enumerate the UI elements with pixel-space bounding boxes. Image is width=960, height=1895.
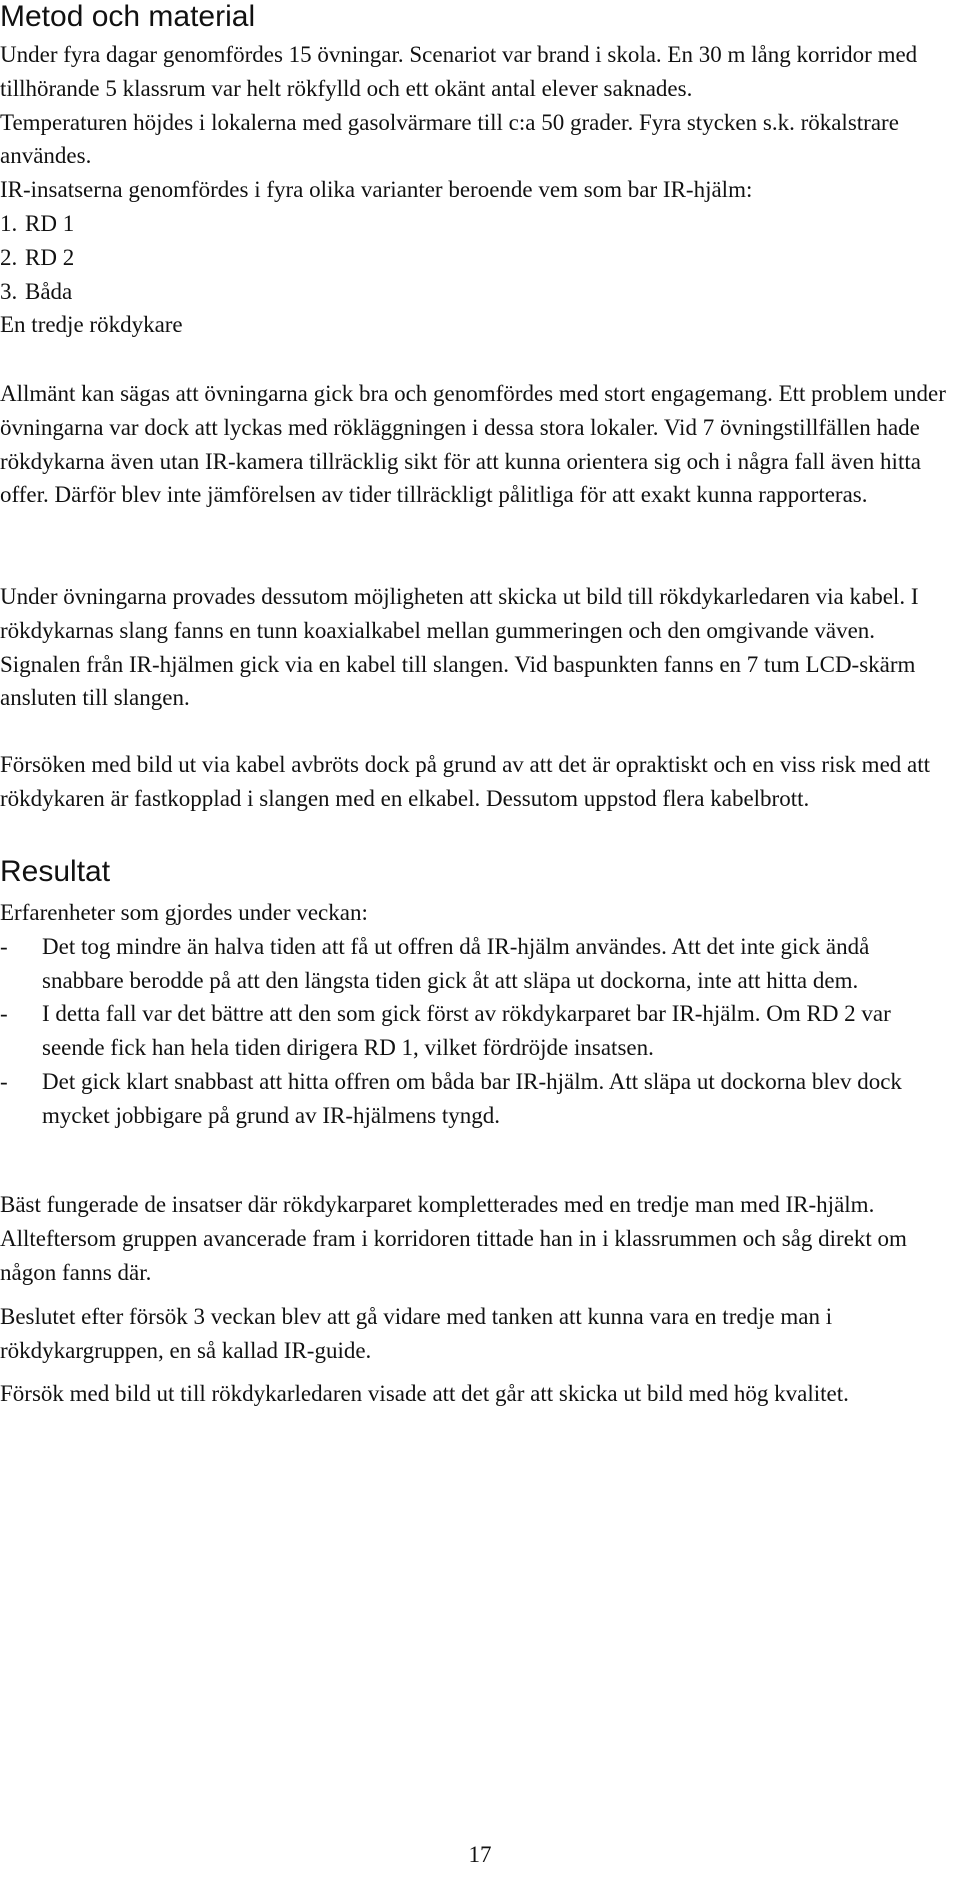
result-intro-line: Erfarenheter som gjordes under veckan: bbox=[0, 900, 368, 925]
method-intro-paragraph-2: Temperaturen höjdes i lokalerna med gasolvärmare till c:a 50 grader. Fyra stycken s.k. rökalstrare användes. bbox=[0, 109, 899, 169]
result-bullet-item bbox=[0, 997, 955, 1065]
section-heading-method: Metod och material bbox=[0, 0, 256, 33]
result-image-paragraph bbox=[0, 1377, 955, 1411]
variant-list-item bbox=[0, 241, 955, 275]
result-decision-paragraph bbox=[0, 1300, 955, 1368]
variant-number: 3. bbox=[0, 278, 18, 304]
page-number: 17 bbox=[468, 1842, 492, 1867]
variant-text: RD 2 bbox=[25, 244, 75, 270]
cable-text: Under övningarna provades dessutom möjligheten att skicka ut bild till rökdykarledaren via kabel. I rökdykarnas slang fanns en tunn koaxialkabel mellan gummeringen och den omgivande väven. Signalen från IR-hjälmen gick via en kabel till slangen. Vid baspunkten fanns en 7 tum LCD-skärm ansluten till slangen. bbox=[0, 584, 919, 711]
result-intro-block bbox=[0, 896, 955, 1133]
method-intro-paragraph-1: Under fyra dagar genomfördes 15 övningar. Scenariot var brand i skola. En 30 m lång korridor med tillhörande 5 klassrum var helt rökfylld och ett okänt antal elever saknades. bbox=[0, 42, 918, 101]
result-bullet-item bbox=[0, 930, 955, 998]
method-abort-paragraph bbox=[0, 748, 955, 816]
bullet-text: Det gick klart snabbast att hitta offren om båda bar IR-hjälm. Att släpa ut dockorna blev dock mycket jobbigare på grund av IR-hjälmens tyngd. bbox=[42, 1068, 902, 1128]
bullet-text: Det tog mindre än halva tiden att få ut offren då IR-hjälm användes. Att det inte gick ändå snabbare berodde på att den längsta tiden gick åt att släpa ut dockorna, inte att hitta dem. bbox=[42, 933, 870, 993]
method-general-paragraph bbox=[0, 377, 955, 512]
abort-text: Försöken med bild ut via kabel avbröts dock på grund av att det är opraktiskt och en viss risk med att rökdykaren är fastkopplad i slangen med en elkabel. Dessutom uppstod flera kabelbrott. bbox=[0, 752, 931, 811]
result-best-paragraph bbox=[0, 1188, 955, 1289]
variant-text: RD 1 bbox=[25, 210, 75, 236]
variant-text: Båda bbox=[25, 278, 73, 304]
image-text: Försök med bild ut till rökdykarledaren visade att det går att skicka ut bild med hög kvalitet. bbox=[0, 1381, 849, 1406]
best-text: Bäst fungerade de insatser där rökdykarparet kompletterades med en tredje man med IR-hjälm. Allteftersom gruppen avancerade fram i korridoren tittade han in i klassrummen och såg direkt om någon fanns där. bbox=[0, 1192, 907, 1285]
variant-number: 2. bbox=[0, 244, 18, 270]
bullet-dash: - bbox=[0, 1001, 8, 1027]
bullet-dash: - bbox=[0, 933, 8, 959]
section-heading-result: Resultat bbox=[0, 855, 111, 888]
decision-text: Beslutet efter försök 3 veckan blev att gå vidare med tanken att kunna vara en tredje man i rökdykargruppen, en så kallad IR-guide. bbox=[0, 1304, 833, 1363]
general-text: Allmänt kan sägas att övningarna gick bra och genomfördes med stort engagemang. Ett problem under övningarna var dock att lyckas med rökläggningen i dessa stora lokaler. Vid 7 övningstillfällen hade rökdykarna även utan IR-kamera tillräcklig sikt för att kunna orientera sig och i några fall även hitta offer. Därför blev inte jämförelsen av tider tillräckligt pålitliga för att exakt kunna rapporteras. bbox=[0, 381, 946, 508]
variant-number: 1. bbox=[0, 210, 18, 236]
bullet-text: I detta fall var det bättre att den som gick först av rökdykarparet bar IR-hjälm. Om RD 2 var seende fick han hela tiden dirigera RD 1, vilket fördröjde insatsen. bbox=[42, 1001, 891, 1061]
result-bullet-item bbox=[0, 1065, 955, 1133]
method-intro-block bbox=[0, 38, 955, 342]
variant-extra-line: En tredje rökdykare bbox=[0, 312, 183, 338]
method-intro-paragraph-3: IR-insatserna genomfördes i fyra olika varianter beroende vem som bar IR-hjälm: bbox=[0, 177, 753, 203]
method-cable-paragraph bbox=[0, 580, 955, 715]
variant-list-item bbox=[0, 207, 955, 241]
variant-list-item bbox=[0, 275, 955, 309]
bullet-dash: - bbox=[0, 1068, 8, 1094]
